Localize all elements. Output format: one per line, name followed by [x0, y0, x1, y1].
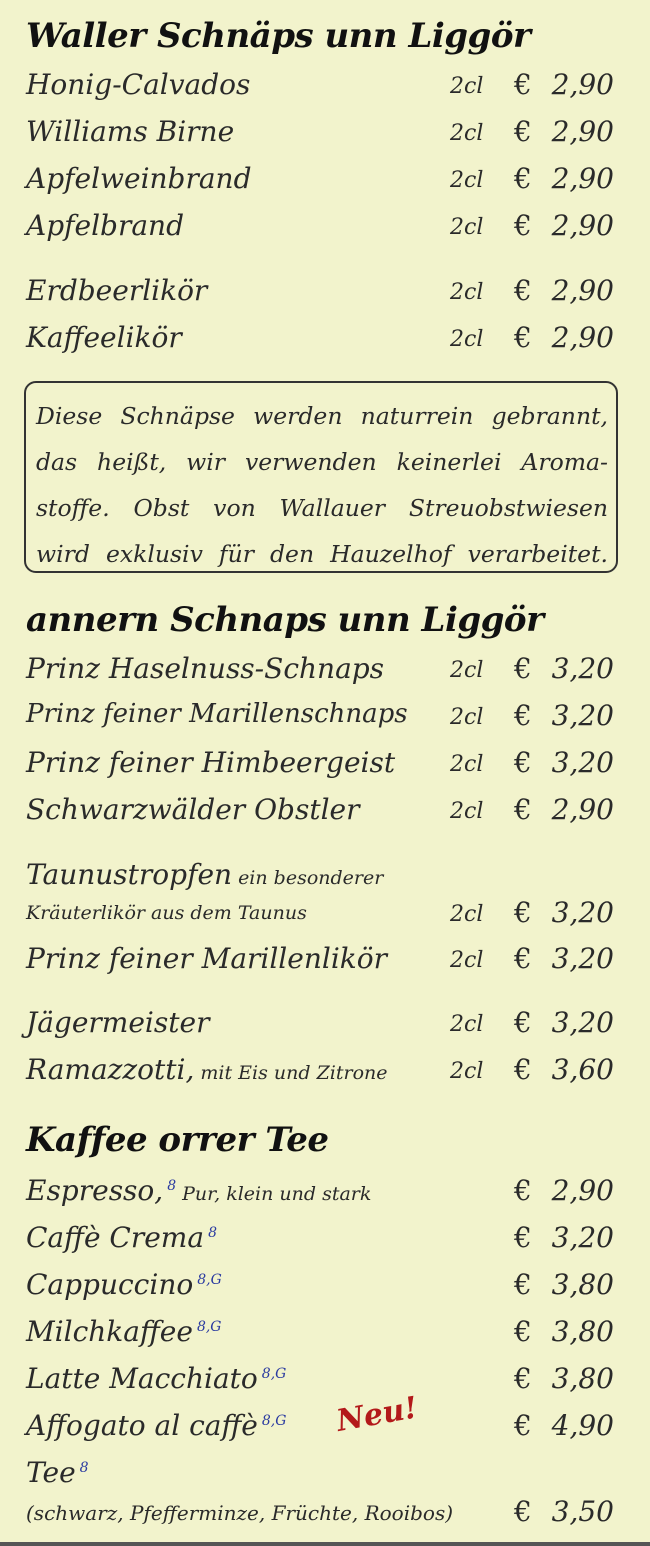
item-name: Apfelbrand: [26, 209, 184, 242]
menu-item: [0, 1174, 650, 1214]
menu-item: [0, 942, 650, 982]
menu-item: [0, 162, 650, 202]
item-currency: €: [514, 1221, 532, 1254]
item-price: 3,20: [551, 896, 614, 929]
item-name-text: Milchkaffee: [26, 1315, 193, 1348]
menu-item: [0, 1315, 650, 1355]
allergen-mark: 8,G: [261, 1412, 287, 1429]
item-size: 2cl: [450, 658, 484, 683]
menu-item: [0, 274, 650, 314]
item-price: 2,90: [551, 274, 614, 307]
item-currency: €: [514, 68, 532, 101]
section-title-annern: annern Schnaps unn Liggör: [26, 600, 544, 640]
info-line: stoffe. Obst von Wallauer Streuobstwiesen: [36, 494, 608, 522]
menu-item: [0, 115, 650, 155]
item-price: 3,20: [551, 699, 614, 732]
menu-item-subline: [0, 1495, 650, 1535]
item-name-text: Ramazzotti,: [26, 1053, 195, 1086]
item-price: 3,20: [551, 1006, 614, 1039]
item-size: 2cl: [450, 168, 484, 193]
allergen-mark: 8: [208, 1224, 217, 1241]
item-name-text: Affogato al caffè: [26, 1409, 258, 1442]
section-title-waller: Waller Schnäps unn Liggör: [26, 16, 531, 56]
item-currency: €: [514, 1053, 532, 1086]
menu-item: [0, 209, 650, 249]
item-price: 2,90: [551, 321, 614, 354]
item-name: [26, 1456, 89, 1489]
item-name-text: Cappuccino: [26, 1268, 194, 1301]
item-price: 2,90: [551, 115, 614, 148]
item-currency: €: [514, 942, 532, 975]
item-size: 2cl: [450, 705, 484, 730]
menu-item: [0, 793, 650, 833]
menu-item: [0, 68, 650, 108]
item-size: 2cl: [450, 1059, 484, 1084]
new-badge: Neu!: [333, 1390, 421, 1439]
menu-item-subline: [0, 896, 650, 936]
info-line: Diese Schnäpse werden naturrein gebrannt,: [36, 402, 608, 430]
item-size: 2cl: [450, 948, 484, 973]
section-title-kaffee: Kaffee orrer Tee: [26, 1120, 329, 1160]
allergen-mark: 8: [167, 1177, 177, 1194]
bottom-rule: [0, 1542, 650, 1546]
item-price: 3,80: [551, 1268, 614, 1301]
item-note: Pur, klein und stark: [182, 1183, 372, 1205]
item-size: 2cl: [450, 752, 484, 777]
info-line: das heißt, wir verwenden keinerlei Aroma-: [36, 448, 608, 476]
item-name: Prinz Haselnuss-Schnaps: [26, 652, 385, 685]
item-price: 3,20: [551, 652, 614, 685]
item-name: Prinz feiner Himbeergeist: [26, 746, 396, 779]
item-size: 2cl: [450, 1012, 484, 1037]
allergen-mark: 8,G: [197, 1271, 222, 1288]
item-price: 2,90: [551, 793, 614, 826]
item-name: Erdbeerlikör: [26, 274, 208, 307]
info-box: [24, 381, 618, 573]
menu-item: [0, 1053, 650, 1093]
item-subline: (schwarz, Pfefferminze, Früchte, Rooibos): [26, 1501, 454, 1525]
item-name: Jägermeister: [26, 1006, 210, 1039]
item-size: 2cl: [450, 327, 484, 352]
item-size: 2cl: [450, 799, 484, 824]
item-currency: €: [514, 321, 532, 354]
item-currency: €: [514, 115, 532, 148]
item-name-text: Taunustropfen: [26, 858, 233, 891]
item-currency: €: [514, 162, 532, 195]
item-price: 4,90: [551, 1409, 614, 1442]
item-price: 2,90: [551, 209, 614, 242]
info-line: wird exklusiv für den Hauzelhof verarbeitet.: [36, 540, 608, 568]
item-price: 3,80: [551, 1362, 614, 1395]
item-price: 3,20: [551, 942, 614, 975]
item-note: mit Eis und Zitrone: [200, 1062, 388, 1084]
item-currency: €: [514, 746, 532, 779]
item-name: [26, 1174, 371, 1207]
allergen-mark: 8,G: [261, 1365, 287, 1382]
item-name: [26, 1409, 286, 1442]
item-price: 2,90: [551, 162, 614, 195]
item-size: 2cl: [450, 902, 484, 927]
item-name: Schwarzwälder Obstler: [26, 793, 360, 826]
item-currency: €: [514, 1006, 532, 1039]
menu-item: [0, 652, 650, 692]
item-price: 3,80: [551, 1315, 614, 1348]
item-currency: €: [514, 699, 532, 732]
item-name-text: Caffè Crema: [26, 1221, 205, 1254]
menu-item: [0, 1362, 650, 1402]
item-name: Prinz feiner Marillenlikör: [26, 942, 387, 975]
item-size: 2cl: [450, 121, 484, 146]
item-currency: €: [514, 1174, 532, 1207]
item-size: 2cl: [450, 215, 484, 240]
item-name: [26, 1053, 388, 1086]
item-name-text: Tee: [26, 1456, 76, 1489]
item-currency: €: [514, 793, 532, 826]
menu-item: [0, 1409, 650, 1449]
item-size: 2cl: [450, 280, 484, 305]
menu-item: [0, 1006, 650, 1046]
item-price: 3,20: [551, 1221, 614, 1254]
menu-item: [0, 699, 650, 739]
item-currency: €: [514, 1362, 532, 1395]
item-name: Kaffeelikör: [26, 321, 182, 354]
item-price: 3,20: [551, 746, 614, 779]
item-name: Apfelweinbrand: [26, 162, 252, 195]
item-name: [26, 1362, 286, 1395]
menu-item-multiline: [0, 858, 650, 898]
item-currency: €: [514, 1409, 532, 1442]
item-name-text: Latte Macchiato: [26, 1362, 258, 1395]
menu-item-multiline: [0, 1456, 650, 1496]
menu-item: [0, 1268, 650, 1308]
menu-item: [0, 1221, 650, 1261]
item-currency: €: [514, 652, 532, 685]
item-price: 3,50: [551, 1495, 614, 1528]
item-name: Williams Birne: [26, 115, 235, 148]
item-name-text: Espresso,: [26, 1174, 164, 1207]
allergen-mark: 8: [79, 1459, 89, 1476]
menu-item: [0, 321, 650, 361]
item-currency: €: [514, 209, 532, 242]
item-price: 2,90: [551, 1174, 614, 1207]
item-note: ein besonderer: [238, 867, 384, 889]
item-name: [26, 1268, 222, 1301]
item-name: Honig-Calvados: [26, 68, 251, 101]
item-currency: €: [514, 1315, 532, 1348]
item-price: 2,90: [551, 68, 614, 101]
item-currency: €: [514, 896, 532, 929]
item-currency: €: [514, 1268, 532, 1301]
item-name: [26, 1221, 217, 1254]
item-subline: Kräuterlikör aus dem Taunus: [26, 902, 307, 924]
menu-item: [0, 746, 650, 786]
item-currency: €: [514, 1495, 532, 1528]
item-currency: €: [514, 274, 532, 307]
item-name: [26, 858, 383, 891]
item-price: 3,60: [551, 1053, 614, 1086]
item-size: 2cl: [450, 74, 484, 99]
allergen-mark: 8,G: [196, 1318, 222, 1335]
item-name: [26, 1315, 221, 1348]
item-name: Prinz feiner Marillenschnaps: [26, 699, 408, 729]
